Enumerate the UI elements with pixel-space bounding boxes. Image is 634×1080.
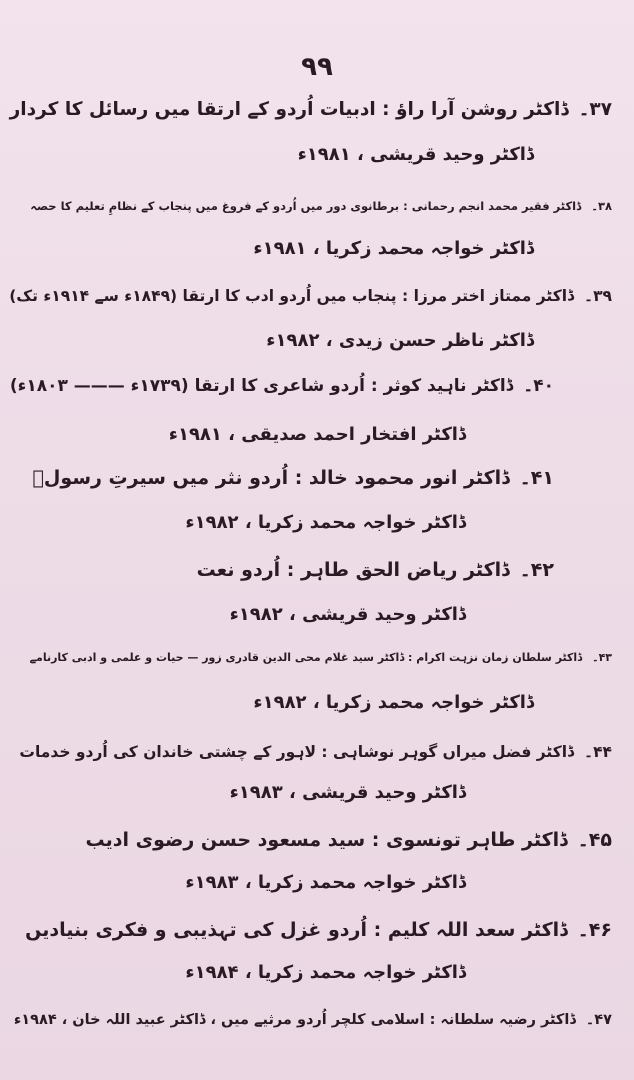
entry-title: ڈاکٹر فضل میراں گوہر نوشاہی : لاہور کے چشتی خاندان کی اُردو خدمات xyxy=(19,743,574,761)
entry-number: ۴۵۔ xyxy=(577,829,612,851)
entry-supervisor: ڈاکٹر خواجہ محمد زکریا ، ۱۹۸۲ء xyxy=(253,692,534,713)
entry-number: ۴۱۔ xyxy=(519,467,554,489)
entry-number: ۴۲۔ xyxy=(519,559,554,581)
entry-supervisor: ڈاکٹر ناظر حسن زیدی ، ۱۹۸۲ء xyxy=(266,330,534,351)
entry-43 xyxy=(0,644,634,724)
entry-title-line xyxy=(25,916,612,944)
entry-number: ۳۸۔ xyxy=(591,199,612,213)
entry-title: ڈاکٹر فقیر محمد انجم رحمانی : برطانوی دور میں اُردو کے فروغ میں پنجاب کے نظامِ تعلیم کا حصہ xyxy=(30,199,582,213)
entry-supervisor: ڈاکٹر وحید قریشی ، ۱۹۸۱ء xyxy=(297,144,534,165)
page-number: ۹۹ xyxy=(301,52,333,82)
entry-title-line xyxy=(10,372,554,400)
entry-supervisor: ڈاکٹر خواجہ محمد زکریا ، ۱۹۸۲ء xyxy=(185,512,466,533)
entry-title-line xyxy=(9,282,612,310)
entry-title-line xyxy=(14,1006,612,1034)
entry-38 xyxy=(0,192,634,272)
entry-title-line xyxy=(19,738,612,766)
entry-42 xyxy=(0,556,634,636)
entry-title: ڈاکٹر طاہر تونسوی : سید مسعود حسن رضوی ادیب xyxy=(85,829,568,851)
entry-title: ڈاکٹر ممتاز اختر مرزا : پنجاب میں اُردو ادب کا ارتقا (۱۸۴۹ء سے ۱۹۱۴ء تک) xyxy=(9,287,574,305)
entry-number: ۴۶۔ xyxy=(577,919,612,941)
entry-title: ڈاکٹر انور محمود خالد : اُردو نثر میں سیرتِ رسولؐ xyxy=(32,467,510,489)
entry-40 xyxy=(0,372,634,452)
entry-title-line xyxy=(86,826,612,854)
entry-47 xyxy=(0,1006,634,1066)
entry-title-line xyxy=(33,464,554,492)
entry-number: ۴۷۔ xyxy=(585,1012,612,1028)
entry-supervisor: ڈاکٹر خواجہ محمد زکریا ، ۱۹۸۴ء xyxy=(185,962,466,983)
entry-39 xyxy=(0,282,634,362)
entry-title-line xyxy=(30,644,612,672)
entry-37 xyxy=(0,96,634,176)
entry-title: ڈاکٹر سعد اللہ کلیم : اُردو غزل کی تہذیبی و فکری بنیادیں xyxy=(25,919,568,941)
entry-supervisor: ڈاکٹر خواجہ محمد زکریا ، ۱۹۸۳ء xyxy=(185,872,466,893)
entry-title-line xyxy=(197,556,554,584)
entry-number: ۴۴۔ xyxy=(583,743,612,761)
entry-number: ۳۹۔ xyxy=(583,287,612,305)
entry-title: ڈاکٹر سلطان زمان نزہت اکرام : ڈاکٹر سید غلام محی الدین قادری زور — حیات و علمی و ادبی کارنامے xyxy=(29,651,583,664)
entry-title: ڈاکٹر روشن آرا راؤ : ادبیات اُردو کے ارتقا میں رسائل کا کردار xyxy=(9,99,569,120)
entry-44 xyxy=(0,738,634,818)
entry-number: ۴۰۔ xyxy=(523,376,554,396)
entry-46 xyxy=(0,916,634,996)
entry-title: ڈاکٹر رضیہ سلطانہ : اسلامی کلچر اُردو مرثیے میں ، ڈاکٹر عبید اللہ خان ، ۱۹۸۴ء xyxy=(13,1012,576,1028)
entry-supervisor: ڈاکٹر افتخار احمد صدیقی ، ۱۹۸۱ء xyxy=(168,424,466,445)
entry-number: ۴۳۔ xyxy=(592,651,612,664)
entry-title-line xyxy=(30,192,612,220)
entry-45 xyxy=(0,826,634,906)
entry-supervisor: ڈاکٹر وحید قریشی ، ۱۹۸۳ء xyxy=(229,782,466,803)
entry-41 xyxy=(0,464,634,544)
entry-supervisor: ڈاکٹر وحید قریشی ، ۱۹۸۲ء xyxy=(229,604,466,625)
entry-number: ۳۷۔ xyxy=(578,99,612,120)
entry-title-line xyxy=(10,96,612,124)
entry-supervisor: ڈاکٹر خواجہ محمد زکریا ، ۱۹۸۱ء xyxy=(253,238,534,259)
entry-title: ڈاکٹر ناہید کوثر : اُردو شاعری کا ارتقا (۱۷۳۹ء ——— ۱۸۰۳ء) xyxy=(9,376,514,396)
entry-title: ڈاکٹر ریاض الحق طاہر : اُردو نعت xyxy=(196,559,510,581)
